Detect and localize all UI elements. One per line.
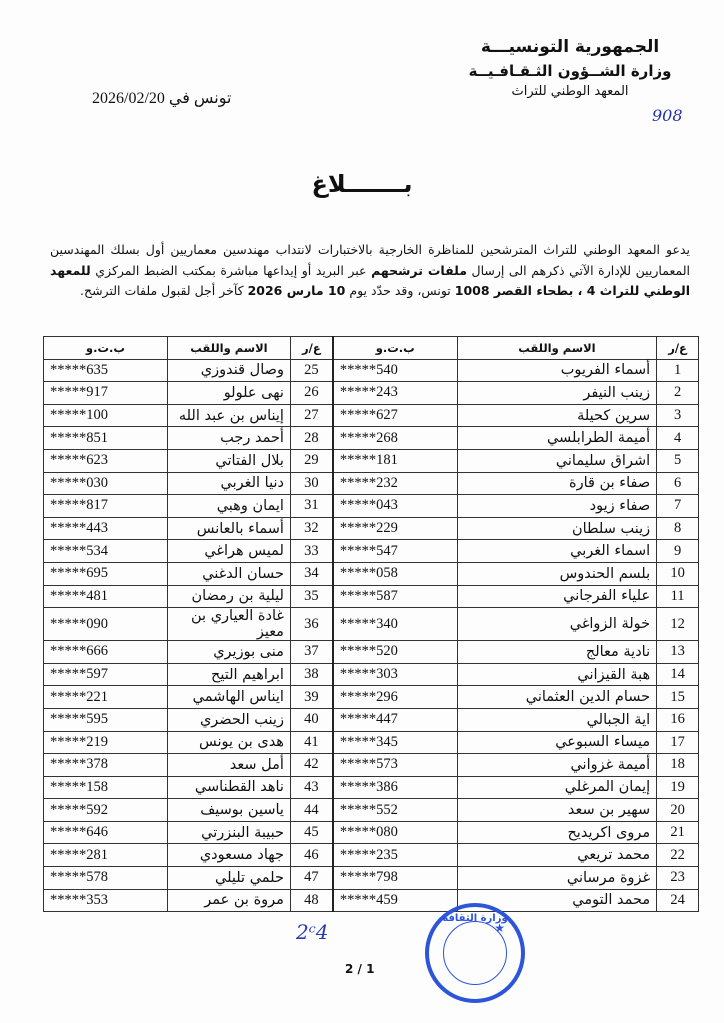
table-row [44,585,699,608]
table-row [44,776,699,799]
candidate-name: أميمة الطرابلسي [457,427,657,450]
announcement-bold: للمعهد الوطني للتراث 4 ، بطحاء القصر 1008 [50,262,690,298]
row-number: 26 [290,382,332,405]
candidate-name: علياء الفرجاني [457,585,657,608]
candidate-id: *****798 [333,867,457,890]
row-number: 31 [290,495,332,518]
candidate-name: نهى علولو [167,382,290,405]
candidate-id: *****547 [333,540,457,563]
candidate-id: *****090 [44,608,168,641]
row-number: 8 [657,517,699,540]
row-number: 22 [657,844,699,867]
candidate-name: صفاء بن قارة [457,472,657,495]
candidate-name: اسماء الغربي [457,540,657,563]
row-number: 27 [290,404,332,427]
candidate-name: حسام الدين العثماني [457,686,657,709]
candidates-table [43,336,699,912]
row-number: 47 [290,867,332,890]
table-row [44,641,699,664]
candidate-name: صفاء زيود [457,495,657,518]
table-row [44,404,699,427]
candidate-id: *****917 [44,382,168,405]
row-number: 7 [657,495,699,518]
table-row [44,517,699,540]
candidate-name: نادية معالج [457,641,657,664]
ministry-name: وزارة الشــؤون الثـقـافـيــة [468,62,672,80]
table-header-row [44,337,699,360]
header-num: ع/ر [657,337,699,360]
candidate-id: *****817 [44,495,168,518]
candidate-id: *****520 [333,641,457,664]
candidate-id: *****578 [44,867,168,890]
row-number: 24 [657,889,699,912]
announcement-paragraph [50,240,690,302]
row-number: 34 [290,562,332,585]
table-row [44,608,699,641]
row-number: 38 [290,663,332,686]
candidate-name: خولة الزواغي [457,608,657,641]
table-row [44,867,699,890]
candidate-id: *****534 [44,540,168,563]
announcement-bold: ملفات ترشحهم [371,262,467,278]
date-line: تونس في 2026/02/20 [92,90,232,107]
table-row [44,449,699,472]
candidate-id: *****386 [333,776,457,799]
candidate-id: *****221 [44,686,168,709]
row-number: 30 [290,472,332,495]
candidate-name: زينب سلطان [457,517,657,540]
table-row [44,731,699,754]
table-row [44,889,699,912]
header-name: الاسم واللقب [457,337,657,360]
table-row [44,708,699,731]
candidate-id: *****695 [44,562,168,585]
candidate-name: ياسين بوسيف [167,799,290,822]
candidate-id: *****481 [44,585,168,608]
table-row [44,686,699,709]
announcement-text: يدعو المعهد الوطني للتراث المترشحين للمناظرة الخارجية بالاختبارات لانتداب مهندسين معماريين أول بسلك المهندسين المعماريين للإدارة الآتي ذكرهم الى إرسال [50,242,690,278]
candidate-id: *****243 [333,382,457,405]
candidate-name: أسماء الفريوب [457,359,657,382]
row-number: 12 [657,608,699,641]
row-number: 1 [657,359,699,382]
row-number: 35 [290,585,332,608]
row-number: 39 [290,686,332,709]
row-number: 18 [657,754,699,777]
candidate-id: *****552 [333,799,457,822]
table-row [44,754,699,777]
table-row [44,382,699,405]
candidate-name: حبيبة البنزرتي [167,821,290,844]
candidate-id: *****281 [44,844,168,867]
table-row [44,821,699,844]
candidate-id: *****080 [333,821,457,844]
candidate-id: *****666 [44,641,168,664]
candidate-name: محمد التومي [457,889,657,912]
candidate-name: منى بوزيري [167,641,290,664]
row-number: 13 [657,641,699,664]
candidate-id: *****573 [333,754,457,777]
candidate-name: أميمة غزواني [457,754,657,777]
candidate-name: ايناس الهاشمي [167,686,290,709]
row-number: 20 [657,799,699,822]
candidate-id: *****459 [333,889,457,912]
row-number: 6 [657,472,699,495]
candidate-id: *****635 [44,359,168,382]
row-number: 19 [657,776,699,799]
stamp-text: وزارة الثقافة [442,913,508,924]
row-number: 40 [290,708,332,731]
candidate-name: سرين كحيلة [457,404,657,427]
table-row [44,495,699,518]
table-row [44,663,699,686]
row-number: 33 [290,540,332,563]
handwritten-signature: 2ᶜ4 [296,920,329,944]
candidate-id: *****268 [333,427,457,450]
candidate-name: اية الجبالي [457,708,657,731]
candidate-id: *****232 [333,472,457,495]
candidate-name: ايمان وهبي [167,495,290,518]
row-number: 41 [290,731,332,754]
candidate-name: هدى بن يونس [167,731,290,754]
candidate-id: *****627 [333,404,457,427]
row-number: 15 [657,686,699,709]
row-number: 3 [657,404,699,427]
header-name: الاسم واللقب [167,337,290,360]
institute-name: المعهد الوطني للتراث [511,84,629,99]
candidate-name: وصال قندوزي [167,359,290,382]
candidate-name: إيمان المرغلي [457,776,657,799]
candidate-name: ابراهيم التيح [167,663,290,686]
table-row [44,540,699,563]
row-number: 17 [657,731,699,754]
candidate-id: *****043 [333,495,457,518]
candidate-name: هبة القيزاني [457,663,657,686]
header-cin: ب.ت.و [44,337,168,360]
candidate-name: حسان الدغني [167,562,290,585]
candidate-id: *****229 [333,517,457,540]
candidate-id: *****158 [44,776,168,799]
candidate-name: أسماء بالعانس [167,517,290,540]
header-cin: ب.ت.و [333,337,457,360]
candidate-id: *****340 [333,608,457,641]
row-number: 16 [657,708,699,731]
candidate-id: *****296 [333,686,457,709]
announcement-text: تونس، وقد حدّد يوم [345,283,455,298]
row-number: 23 [657,867,699,890]
candidate-id: *****219 [44,731,168,754]
row-number: 36 [290,608,332,641]
candidate-name: اشراق سليماني [457,449,657,472]
row-number: 2 [657,382,699,405]
candidate-name: مروة بن عمر [167,889,290,912]
candidate-name: أحمد رجب [167,427,290,450]
candidate-name: حلمي تليلي [167,867,290,890]
row-number: 45 [290,821,332,844]
candidate-name: بلسم الحندوس [457,562,657,585]
row-number: 42 [290,754,332,777]
candidate-name: دنيا الغربي [167,472,290,495]
candidate-name: مروى اكريديح [457,821,657,844]
candidate-name: ليلية بن رمضان [167,585,290,608]
row-number: 43 [290,776,332,799]
table-row [44,562,699,585]
table-row [44,799,699,822]
candidate-name: زينب الحضري [167,708,290,731]
letterhead [460,36,680,102]
candidate-id: *****058 [333,562,457,585]
candidate-name: غادة العياري بن معيز [167,608,290,641]
candidate-id: *****587 [333,585,457,608]
candidate-id: *****181 [333,449,457,472]
candidate-id: *****378 [44,754,168,777]
candidate-name: ناهد القطناسي [167,776,290,799]
row-number: 37 [290,641,332,664]
candidate-id: *****597 [44,663,168,686]
announcement-text: كآخر أجل لقبول ملفات الترشح. [80,283,248,298]
row-number: 9 [657,540,699,563]
announcement-bold: 10 مارس 2026 [247,283,346,298]
table-row [44,427,699,450]
row-number: 48 [290,889,332,912]
candidate-id: *****540 [333,359,457,382]
candidate-id: *****646 [44,821,168,844]
page-number: 2 / 1 [345,962,375,976]
row-number: 46 [290,844,332,867]
candidate-name: بلال الفتاتي [167,449,290,472]
table-row [44,844,699,867]
document-title: بـــــــلاغ [311,170,413,198]
candidate-id: *****345 [333,731,457,754]
candidate-name: جهاد مسعودي [167,844,290,867]
official-stamp [425,903,525,1003]
candidate-id: *****595 [44,708,168,731]
row-number: 5 [657,449,699,472]
row-number: 4 [657,427,699,450]
row-number: 32 [290,517,332,540]
candidate-name: زينب النيفر [457,382,657,405]
table-body [44,359,699,912]
row-number: 44 [290,799,332,822]
row-number: 14 [657,663,699,686]
row-number: 21 [657,821,699,844]
candidate-name: إيناس بن عبد الله [167,404,290,427]
candidate-id: *****030 [44,472,168,495]
candidate-id: *****851 [44,427,168,450]
candidate-name: سهير بن سعد [457,799,657,822]
country-name: الجمهورية التونسيـــة [480,37,660,57]
candidate-id: *****592 [44,799,168,822]
announcement-text: عبر البريد أو إيداعها مباشرة بمكتب الضبط المركزي [90,262,372,278]
candidate-id: *****303 [333,663,457,686]
row-number: 11 [657,585,699,608]
candidate-name: ميساء السبوعي [457,731,657,754]
candidate-id: *****447 [333,708,457,731]
table-row [44,359,699,382]
candidate-id: *****353 [44,889,168,912]
row-number: 25 [290,359,332,382]
star-icon: ★ [494,921,505,935]
row-number: 28 [290,427,332,450]
header-num: ع/ر [290,337,332,360]
candidate-name: غزوة مرساني [457,867,657,890]
candidate-id: *****100 [44,404,168,427]
row-number: 29 [290,449,332,472]
row-number: 10 [657,562,699,585]
candidate-name: أمل سعد [167,754,290,777]
candidate-id: *****443 [44,517,168,540]
candidate-name: محمد تريعي [457,844,657,867]
candidate-id: *****623 [44,449,168,472]
table-row [44,472,699,495]
candidate-id: *****235 [333,844,457,867]
candidate-name: لميس هراغي [167,540,290,563]
handwritten-reference: 908 [652,106,683,125]
